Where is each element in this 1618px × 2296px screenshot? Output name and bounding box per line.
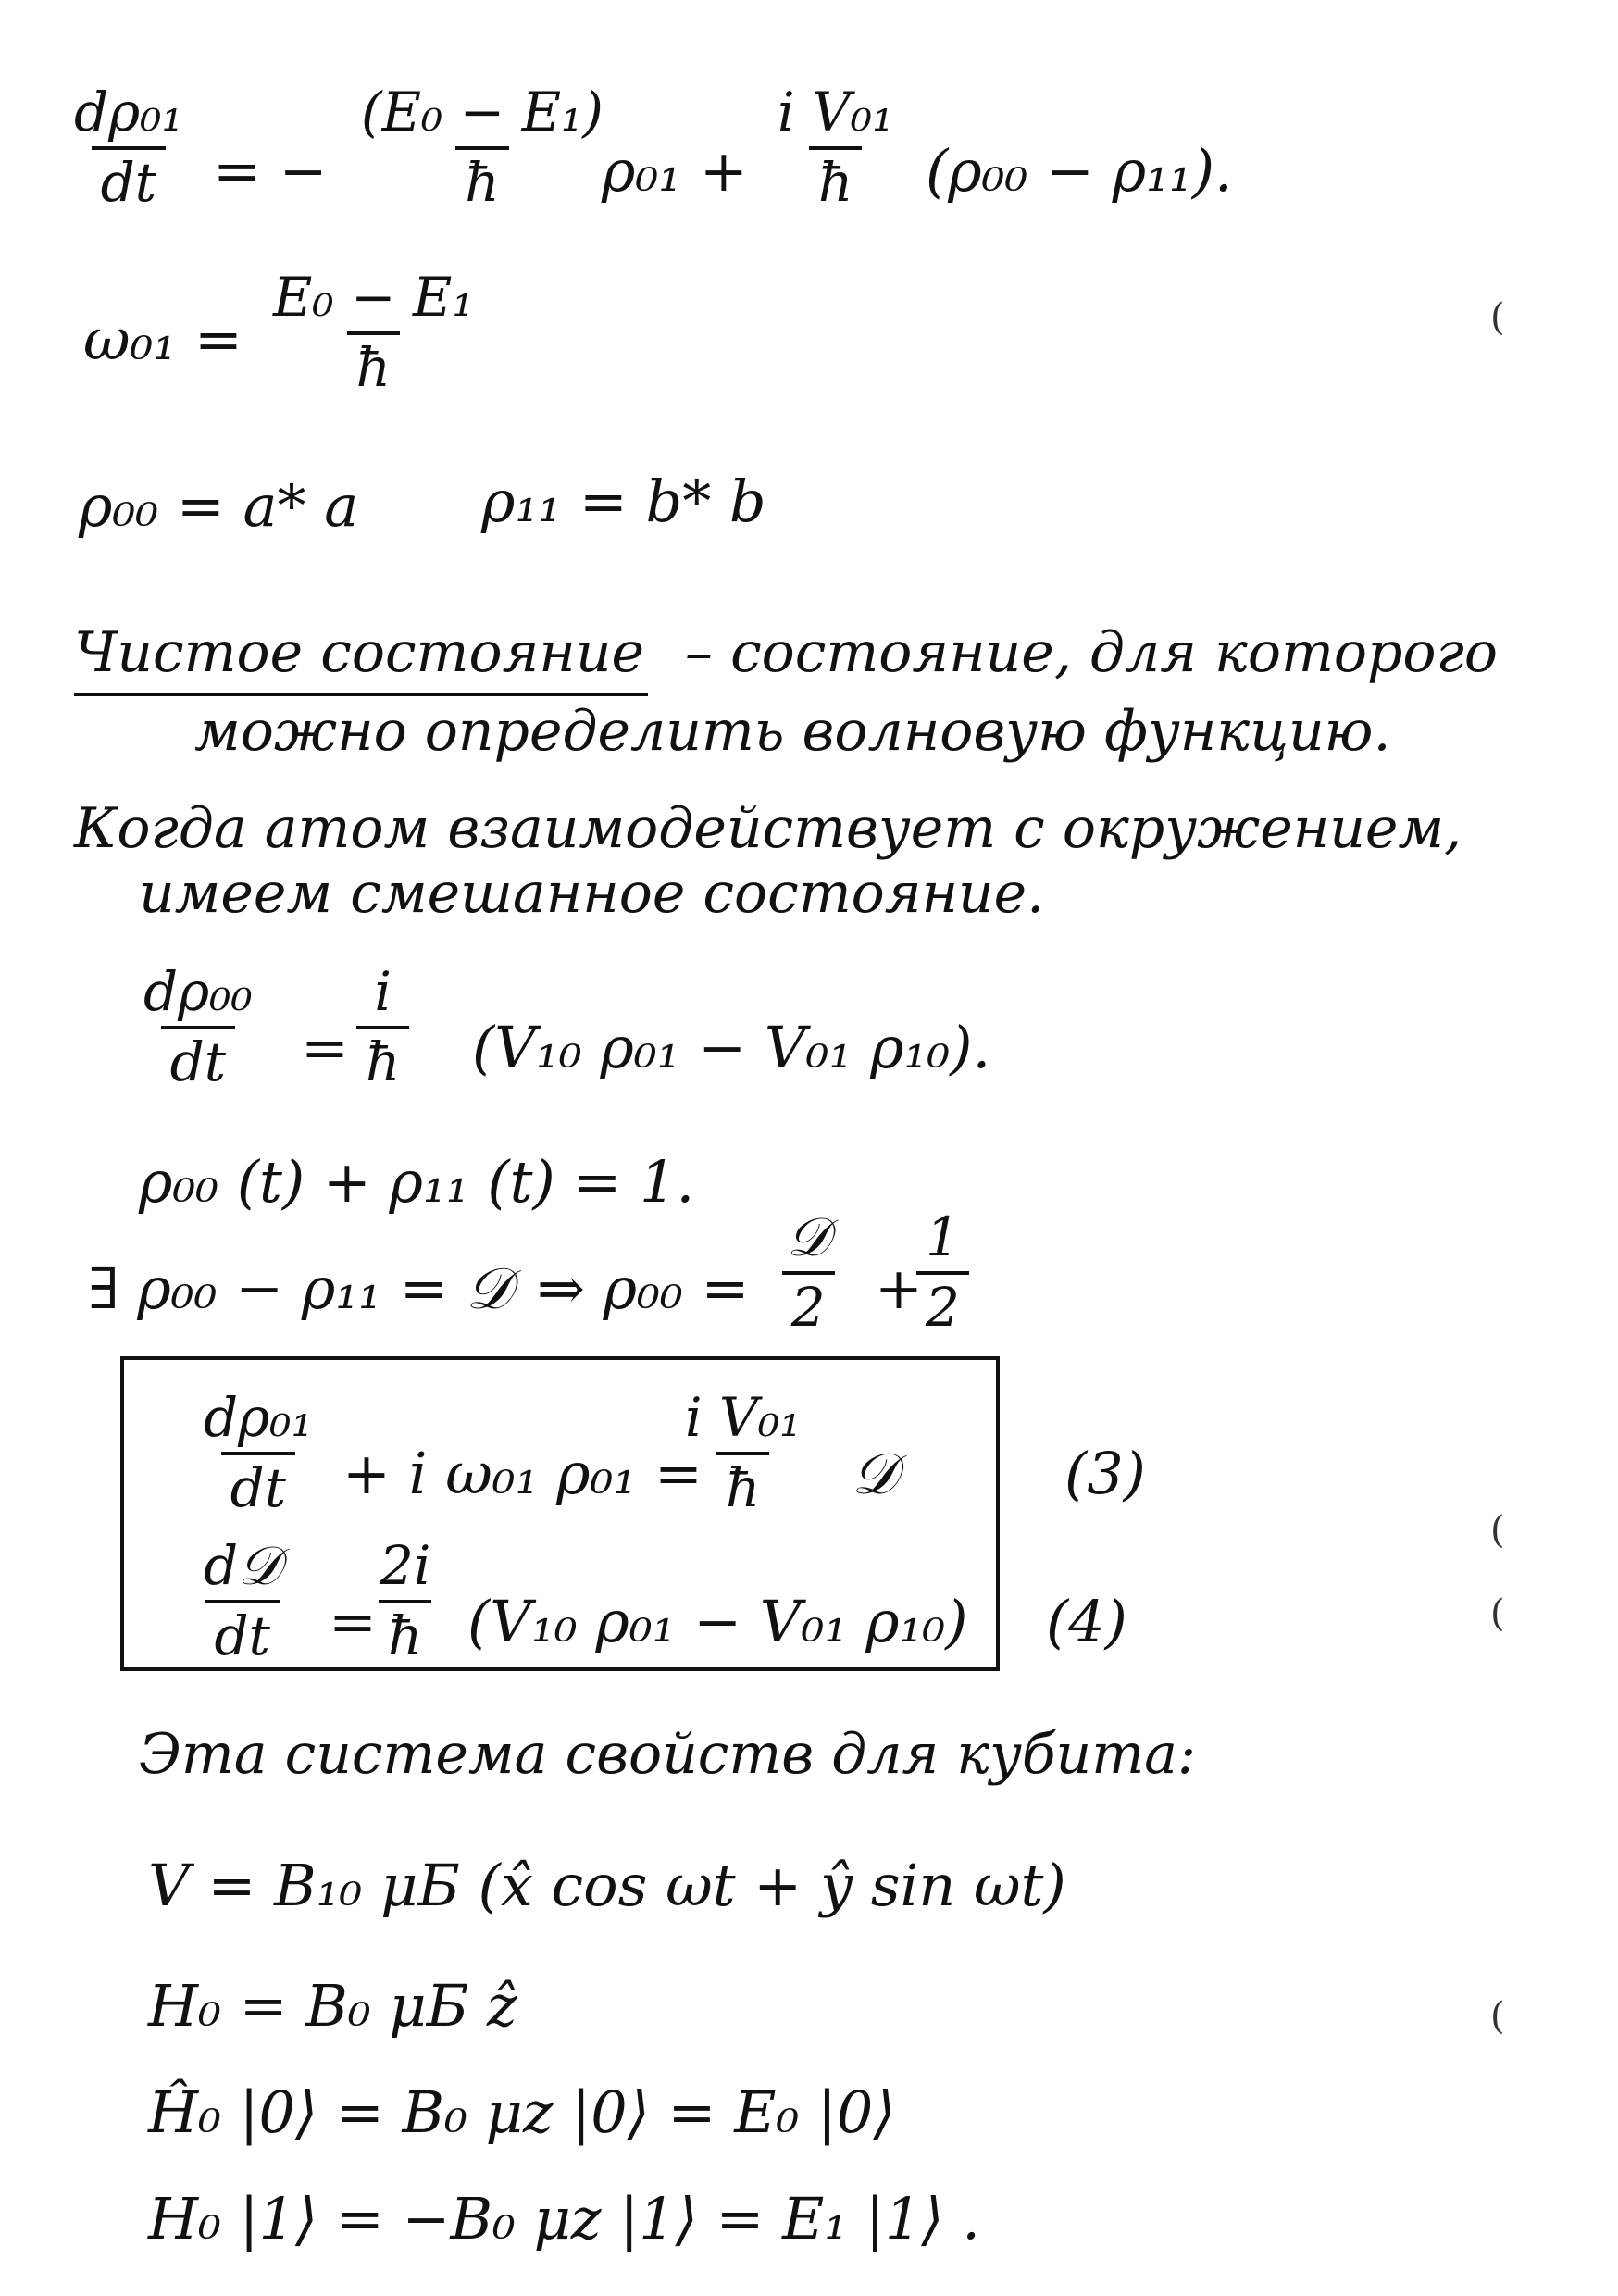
eq4b-equals: = [329,1588,377,1655]
eq4b-coefficient-fraction [370,1534,440,1667]
eq3-rhs-denominator: ħ [716,1452,769,1518]
eq6-fraction-half [916,1205,969,1339]
eq4b-lhs-denominator: dt [205,1600,279,1666]
eq4b-lhs-numerator: d𝒟 [204,1534,281,1597]
eq1-coupling-numerator: i V₀₁ [778,81,894,144]
eq6-implication: ⇒ ρ₀₀ = [537,1254,750,1322]
eq3-lhs-denominator: dt [221,1452,295,1518]
equation-label-4: (4) [1046,1588,1127,1655]
eq4b-coefficient-denominator: ħ [379,1600,431,1666]
eq6-fraction-d-denominator: 2 [782,1271,835,1338]
eq1-energy-numerator: (E₀ − E₁) [361,81,604,144]
margin-mark-3: ( [1490,1592,1505,1635]
eq4-commutator: (V₁₀ ρ₀₁ − V₀₁ ρ₁₀). [472,1014,991,1081]
eq6-population-difference: ∃ ρ₀₀ − ρ₁₁ = 𝒟 [88,1254,512,1322]
eq4-coefficient-fraction [356,960,409,1093]
qubit-system-text: Эта система свойств для кубита: [139,1722,1197,1787]
margin-mark-4: ( [1490,1995,1505,2038]
eq8-static-hamiltonian: H₀ = B₀ μБ ẑ [148,1972,517,2040]
eq4-coefficient-denominator: ħ [356,1026,409,1092]
eq6-fraction-half-denominator: 2 [916,1271,969,1338]
eq1-rho01-term: ρ₀₁ + [602,137,748,205]
eq3-lhs-fraction [194,1386,322,1519]
eq4b-commutator: (V₁₀ ρ₀₁ − V₀₁ ρ₁₀) [467,1588,968,1655]
eq4-equals: = [301,1014,349,1081]
eq1-energy-denominator: ħ [455,146,508,213]
eq2-omega-lhs: ω₀₁ = [83,306,243,373]
eq6-fraction-d-numerator: 𝒟 [787,1205,830,1268]
eq1-equals-minus: = − [213,137,328,205]
eq3-rhs-fraction [676,1386,810,1519]
eq3-rho00-definition: ρ₀₀ = a* a [79,472,359,540]
pure-state-definition-line1: – состояние, для которого [685,620,1498,685]
eq10-excited-state-energy: H₀ |1⟩ = −B₀ μz |1⟩ = E₁ |1⟩ . [148,2185,980,2252]
eq3-rhs-d: 𝒟 [852,1440,898,1507]
eq4b-coefficient-numerator: 2i [380,1534,431,1597]
eq6-plus: + [875,1254,923,1322]
eq4-denominator: dt [161,1026,235,1092]
margin-mark-1: ( [1490,296,1505,339]
eq2-numerator: E₀ − E₁ [273,266,474,329]
eq1-energy-fraction [352,83,613,213]
eq1-lhs-fraction [65,83,193,213]
eq4-lhs-fraction [134,960,262,1093]
eq5-normalization: ρ₀₀ (t) + ρ₁₁ (t) = 1. [139,1148,695,1216]
eq2-denominator: ħ [347,331,400,398]
eq1-lhs-numerator: dρ₀₁ [74,81,183,144]
eq6-fraction-half-numerator: 1 [926,1205,960,1268]
eq1-coupling-fraction [768,83,902,213]
eq1-coupling-denominator: ħ [809,146,862,213]
eq3-rhs-numerator: i V₀₁ [685,1386,802,1449]
eq2-fraction [264,268,483,398]
term-underline [74,693,648,696]
mixed-state-line2: имеем смешанное состояние. [139,861,1045,926]
eq1-population-difference: (ρ₀₀ − ρ₁₁). [926,137,1233,205]
pure-state-term: Чистое состояние [74,620,644,685]
eq4b-lhs-fraction [194,1534,290,1667]
margin-mark-2: ( [1490,1509,1505,1552]
pure-state-definition-line2: можно определить волновую функцию. [194,699,1391,764]
eq6-fraction-d [778,1205,839,1339]
equation-label-3: (3) [1064,1440,1146,1507]
eq7-rotating-field: V = B₁₀ μБ (x̂ cos ωt + ŷ sin ωt) [148,1852,1066,1919]
eq1-lhs-denominator: dt [92,146,166,213]
eq3-middle-terms: + i ω₀₁ ρ₀₁ = [342,1440,703,1507]
eq3-rho11-definition: ρ₁₁ = b* b [481,468,766,535]
eq3-lhs-numerator: dρ₀₁ [204,1386,313,1449]
eq9-ground-state-energy: Ĥ₀ |0⟩ = B₀ μz |0⟩ = E₀ |0⟩ [148,2078,896,2146]
eq4-numerator: dρ₀₀ [143,960,253,1023]
mixed-state-line1: Когда атом взаимодействует с окружением, [74,796,1462,861]
eq4-coefficient-numerator: i [374,960,392,1023]
